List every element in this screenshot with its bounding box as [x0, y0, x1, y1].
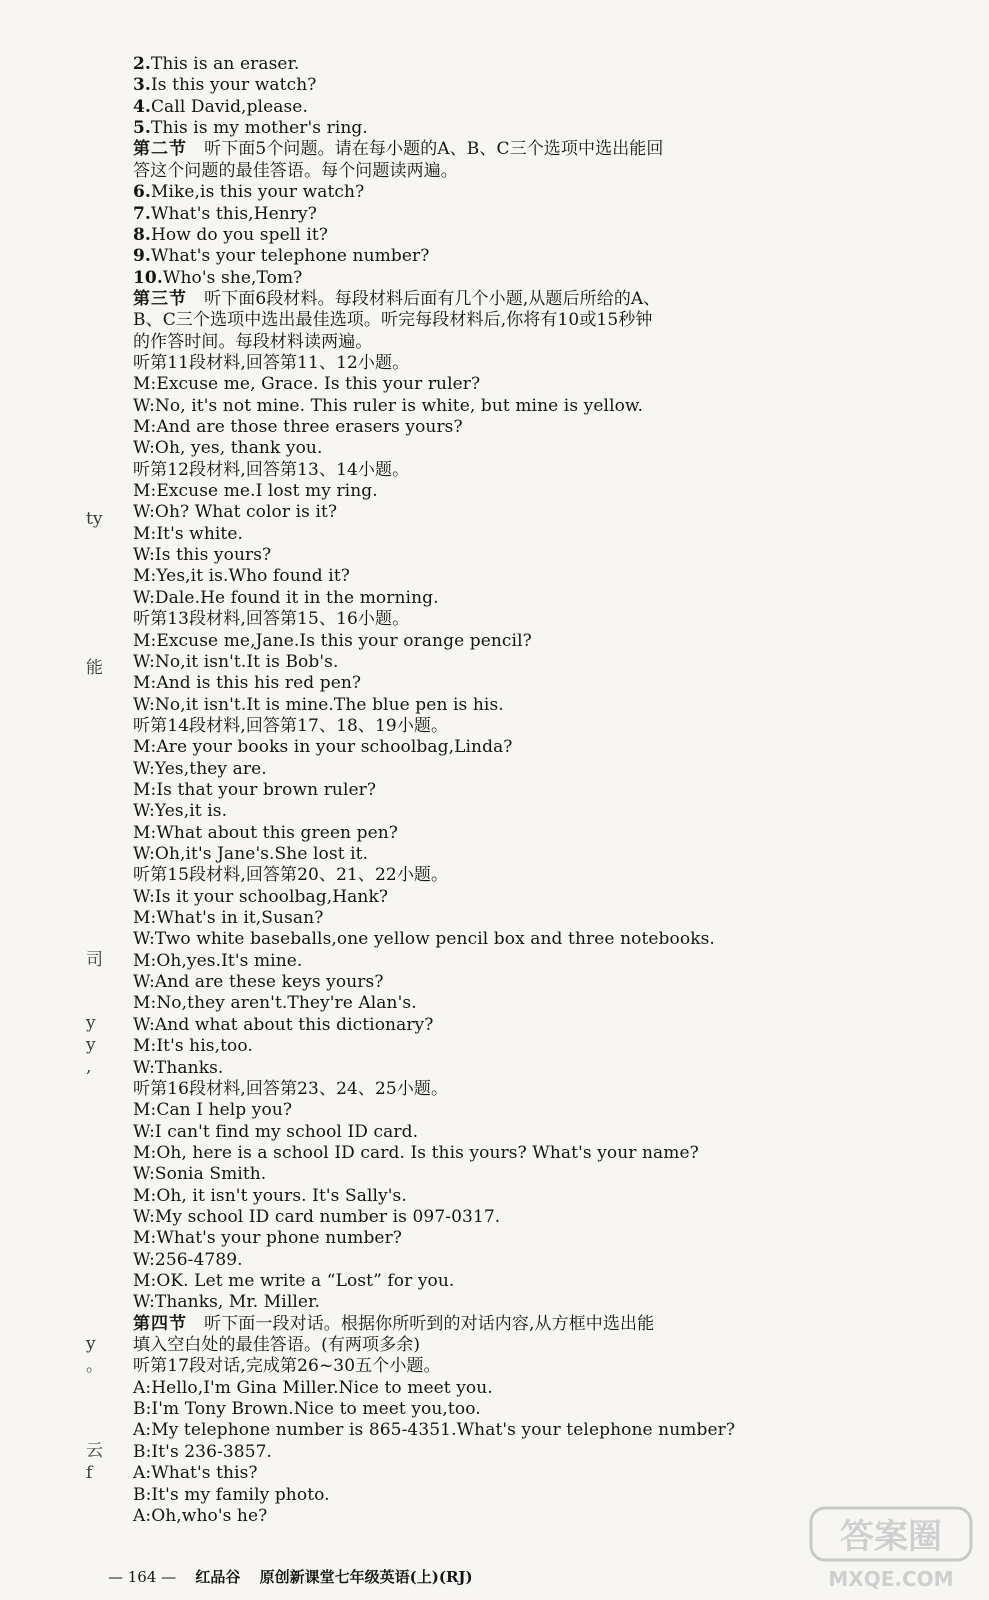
text-line: [133, 1506, 267, 1527]
line-text: B:It's my family photo.: [133, 1484, 330, 1505]
line-text: W:No,it isn't.It is mine.The blue pen is his.: [133, 694, 504, 715]
text-line: [133, 161, 458, 182]
text-line: [133, 268, 302, 289]
line-text: B、C三个选项中选出最佳选项。听完每段材料后,你将有10或15秒钟: [133, 310, 653, 331]
item-number: 8.: [133, 224, 151, 245]
line-text: How do you spell it?: [150, 224, 329, 245]
text-line: [133, 289, 660, 310]
line-text: 填入空白处的最佳答语。(有两项多余): [133, 1335, 421, 1355]
line-text: W:I can't find my school ID card.: [133, 1121, 419, 1142]
line-text: W:Yes,it is.: [133, 801, 228, 822]
gutter-fragment: ty: [86, 509, 103, 529]
line-text: 听第15段材料,回答第20、21、22小题。: [133, 865, 449, 886]
section-heading: 第三节: [133, 288, 187, 309]
line-text: 听第12段材料,回答第13、14小题。: [133, 459, 410, 480]
item-number: 2.: [133, 54, 151, 74]
text-line: [133, 118, 368, 139]
text-line: [133, 417, 463, 438]
text-line: [133, 1250, 243, 1271]
gutter-fragment: y: [86, 1035, 96, 1055]
gutter-fragment: f: [86, 1463, 93, 1483]
text-line: [133, 481, 378, 502]
text-line: [133, 1378, 493, 1399]
text-line: [133, 1143, 699, 1164]
text-line: [133, 246, 429, 267]
line-text: W:And are these keys yours?: [133, 972, 384, 993]
line-text: M:It's his,too.: [133, 1036, 253, 1057]
line-text: M:Oh,yes.It's mine.: [133, 950, 303, 971]
line-text: A:What's this?: [133, 1463, 258, 1484]
line-text: W:No,it isn't.It is Bob's.: [133, 651, 339, 672]
line-text: Is this your watch?: [150, 75, 317, 96]
line-text: M:What about this green pen?: [133, 822, 398, 843]
text-line: [133, 566, 350, 587]
page-number: — 164 —: [108, 1568, 177, 1586]
item-number: 6.: [133, 182, 151, 203]
text-line: [133, 225, 328, 246]
text-line: [133, 438, 322, 459]
watermark-text: 答案圈: [840, 1517, 942, 1557]
gutter-fragment: 云: [86, 1441, 103, 1461]
line-text: M:Oh, here is a school ID card. Is this yours? What's your name?: [133, 1142, 699, 1163]
text-line: [133, 908, 323, 929]
line-text: M:Excuse me,Jane.Is this your orange pencil?: [133, 630, 532, 651]
line-text: 听第11段材料,回答第11、12小题。: [133, 352, 410, 373]
line-text: 听下面5个问题。请在每小题的A、B、C三个选项中选出能回: [204, 139, 664, 160]
item-number: 4.: [133, 96, 151, 117]
line-text: A:Oh,who's he?: [133, 1505, 268, 1526]
line-text: M:Yes,it is.Who found it?: [133, 566, 350, 587]
text-line: [133, 1186, 407, 1207]
text-line: [133, 502, 337, 523]
text-line: [133, 54, 299, 75]
line-text: A:Hello,I'm Gina Miller.Nice to meet you.: [133, 1377, 493, 1398]
gutter-fragment: y: [86, 1334, 96, 1354]
text-line: [133, 801, 227, 822]
line-text: 听第14段材料,回答第17、18、19小题。: [133, 715, 449, 736]
gutter-fragment: y: [86, 1013, 96, 1033]
text-line: [133, 353, 409, 374]
line-text: W:Is this yours?: [133, 545, 272, 565]
line-text: This is my mother's ring.: [150, 118, 368, 139]
text-line: [133, 460, 409, 481]
text-line: [133, 844, 368, 865]
item-number: 7.: [133, 203, 151, 224]
line-text: M:Oh, it isn't yours. It's Sally's.: [133, 1185, 407, 1206]
line-text: 听下面一段对话。根据你所听到的对话内容,从方框中选出能: [204, 1313, 655, 1334]
line-text: 听第13段材料,回答第15、16小题。: [133, 609, 410, 630]
line-text: W:Dale.He found it in the morning.: [133, 587, 439, 608]
line-text: W:Thanks, Mr. Miller.: [133, 1292, 320, 1313]
brand-name: 红品谷: [195, 1568, 241, 1586]
text-line: [133, 332, 372, 353]
line-text: M:And is this his red pen?: [133, 673, 362, 694]
line-text: M:And are those three erasers yours?: [133, 417, 463, 437]
text-line: [133, 737, 513, 758]
line-text: What's your telephone number?: [150, 246, 430, 267]
watermark-url: MXQE.COM: [828, 1567, 954, 1591]
line-text: Call David,please.: [150, 96, 308, 117]
item-number: 10.: [133, 267, 163, 288]
gutter-fragment: ,: [86, 1057, 92, 1077]
text-line: [133, 139, 664, 160]
text-line: [133, 310, 652, 331]
text-line: [133, 929, 715, 950]
text-line: [133, 1122, 418, 1143]
line-text: 的作答时间。每段材料读两遍。: [133, 331, 373, 352]
line-text: This is an eraser.: [150, 54, 300, 74]
line-text: B:I'm Tony Brown.Nice to meet you,too.: [133, 1399, 481, 1420]
text-line: [133, 374, 480, 395]
text-line: [133, 1079, 448, 1100]
text-line: [133, 673, 361, 694]
line-text: M:Are your books in your schoolbag,Linda?: [133, 737, 513, 758]
line-text: M:Excuse me, Grace. Is this your ruler?: [133, 374, 481, 395]
text-line: [133, 1335, 420, 1356]
book-title: 原创新课堂七年级英语(上)(RJ): [259, 1568, 473, 1586]
text-line: [133, 823, 398, 844]
text-line: [133, 1228, 402, 1249]
line-text: W:256-4789.: [133, 1249, 243, 1270]
text-line: [133, 1356, 441, 1377]
line-text: W:Two white baseballs,one yellow pencil box and three notebooks.: [133, 929, 715, 950]
line-text: W:Oh,it's Jane's.She lost it.: [133, 844, 369, 864]
line-text: Who's she,Tom?: [162, 267, 303, 288]
text-line: [133, 1420, 735, 1441]
line-text: M:OK. Let me write a “Lost” for you.: [133, 1271, 455, 1291]
text-line: [133, 1442, 272, 1463]
text-line: [133, 1036, 253, 1057]
line-text: W:Oh, yes, thank you.: [133, 438, 323, 459]
watermark-logo: [807, 1504, 977, 1594]
text-line: [133, 631, 532, 652]
item-number: 3.: [133, 75, 151, 96]
line-text: B:It's 236-3857.: [133, 1441, 273, 1462]
line-text: 听第17段对话,完成第26~30五个小题。: [133, 1356, 441, 1377]
line-text: W:No, it's not mine. This ruler is white, but mine is yellow.: [133, 395, 644, 416]
text-line: [133, 951, 302, 972]
text-line: [133, 396, 643, 417]
text-line: [133, 780, 376, 801]
text-line: [133, 1100, 292, 1121]
text-line: [133, 652, 338, 673]
text-line: [133, 1485, 330, 1506]
text-line: [133, 1164, 266, 1185]
text-line: [133, 1271, 454, 1292]
line-text: W:Is it your schoolbag,Hank?: [133, 886, 389, 907]
text-line: [133, 524, 243, 545]
item-number: 9.: [133, 246, 151, 267]
text-line: [133, 1015, 433, 1036]
text-line: [133, 1399, 481, 1420]
line-text: 答这个问题的最佳答语。每个问题读两遍。: [133, 160, 458, 181]
line-text: M:Is that your brown ruler?: [133, 779, 377, 800]
text-line: [133, 545, 271, 566]
gutter-fragment: 能: [86, 658, 103, 678]
line-text: W:Thanks.: [133, 1057, 224, 1078]
text-line: [133, 695, 504, 716]
section-heading: 第二节: [133, 139, 187, 160]
text-line: [133, 993, 417, 1014]
text-line: [133, 1207, 500, 1228]
line-text: M:What's in it,Susan?: [133, 908, 324, 928]
line-text: M:It's white.: [133, 523, 244, 544]
line-text: M:Can I help you?: [133, 1100, 293, 1121]
text-line: [133, 1463, 258, 1484]
gutter-fragment: 司: [86, 950, 103, 970]
text-line: [133, 204, 317, 225]
text-line: [133, 75, 316, 96]
page-footer: [108, 1567, 487, 1587]
line-text: W:Yes,they are.: [133, 758, 267, 779]
line-text: M:Excuse me.I lost my ring.: [133, 481, 378, 501]
line-text: Mike,is this your watch?: [150, 182, 365, 203]
line-text: W:Sonia Smith.: [133, 1164, 267, 1185]
line-text: W:And what about this dictionary?: [133, 1014, 434, 1035]
line-text: M:What's your phone number?: [133, 1228, 403, 1249]
text-line: [133, 1058, 223, 1079]
line-text: What's this,Henry?: [150, 203, 317, 224]
gutter-fragment: 。: [86, 1356, 103, 1376]
text-line: [133, 1292, 320, 1313]
item-number: 5.: [133, 118, 151, 139]
line-text: 听下面6段材料。每段材料后面有几个小题,从题后所给的A、: [204, 288, 661, 309]
section-heading: 第四节: [133, 1313, 187, 1334]
line-text: M:No,they aren't.They're Alan's.: [133, 993, 417, 1014]
text-line: [133, 609, 409, 630]
text-line: [133, 588, 439, 609]
text-line: [133, 972, 384, 993]
text-line: [133, 716, 448, 737]
line-text: W:Oh? What color is it?: [133, 502, 338, 523]
text-line: [133, 97, 308, 118]
text-line: [133, 1314, 654, 1335]
text-line: [133, 182, 364, 203]
line-text: A:My telephone number is 865-4351.What's your telephone number?: [133, 1420, 736, 1441]
text-line: [133, 759, 267, 780]
text-line: [133, 887, 388, 908]
line-text: W:My school ID card number is 097-0317.: [133, 1206, 501, 1227]
text-line: [133, 865, 448, 886]
line-text: 听第16段材料,回答第23、24、25小题。: [133, 1078, 449, 1099]
